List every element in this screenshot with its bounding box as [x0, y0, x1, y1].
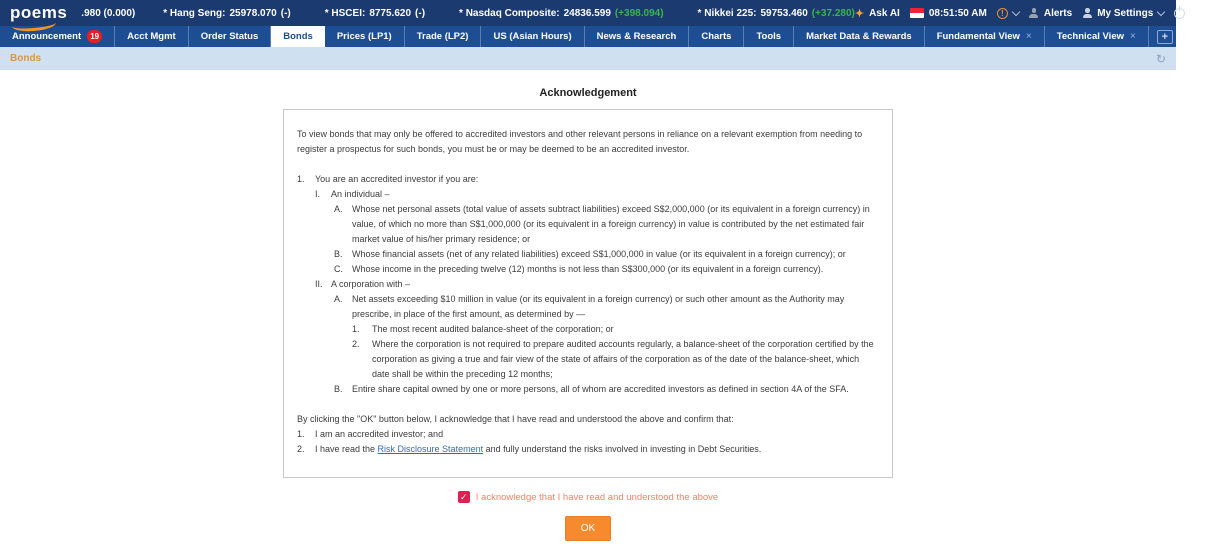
- intro-paragraph: To view bonds that may only be offered to accredited investors and other relevant persons in reliance on a relevant exemption from needing to register a prospectus for such bonds, you must be or may be deemed to be an accredited investor.: [297, 129, 863, 154]
- close-icon[interactable]: ×: [1025, 31, 1032, 42]
- alerts-button[interactable]: Alerts: [1029, 8, 1072, 19]
- ok-button[interactable]: OK: [565, 516, 611, 541]
- tab-announcement[interactable]: Announcement 19: [0, 26, 115, 47]
- index-hang-seng: * Hang Seng: 25978.070 (-): [163, 7, 291, 19]
- ticker-fragment: .980 (0.000): [81, 7, 136, 19]
- tab-fundamental-view[interactable]: Fundamental View ×: [925, 26, 1045, 47]
- alerts-person-icon: [1029, 8, 1039, 18]
- logout-button[interactable]: Logout: [1174, 8, 1224, 19]
- closing-paragraph: By clicking the "OK" button below, I acknowledge that I have read and understood the above and confirm that:: [297, 414, 734, 424]
- plus-icon: +: [1161, 30, 1169, 43]
- list-item: A. Net assets exceeding $10 million in value (or its equivalent in a foreign currency) or such other amount as the Authority may prescribe, in place of the first amount, as determined by —: [334, 294, 845, 319]
- acknowledge-label: I acknowledge that I have read and understood the above: [475, 491, 719, 503]
- breadcrumb: Bonds: [10, 53, 42, 64]
- sub-bar: [0, 47, 1176, 70]
- announcement-badge: 19: [87, 30, 102, 43]
- market-indices: [163, 8, 855, 19]
- refresh-icon[interactable]: ↻: [1155, 51, 1166, 66]
- acknowledge-checkbox[interactable]: [458, 491, 470, 503]
- check-icon: ✓: [460, 491, 468, 502]
- tab-market-data-rewards[interactable]: Market Data & Rewards: [794, 26, 925, 47]
- risk-disclosure-link[interactable]: Risk Disclosure Statement: [377, 444, 484, 454]
- acknowledge-row: [0, 491, 1176, 503]
- tab-bonds[interactable]: Bonds: [271, 26, 325, 47]
- index-nasdaq: * Nasdaq Composite: 24836.599 (+398.094): [459, 7, 664, 19]
- add-tab-button[interactable]: [1157, 30, 1173, 44]
- my-settings-menu[interactable]: My Settings: [1082, 8, 1164, 19]
- chevron-down-icon: [1012, 7, 1020, 15]
- main-nav: [0, 26, 1176, 47]
- list-item: I. An individual –: [315, 189, 390, 199]
- tab-order-status[interactable]: Order Status: [189, 26, 272, 47]
- ask-ai-button[interactable]: ✦ Ask AI: [854, 7, 900, 20]
- clock-time: 08:51:50 AM: [928, 7, 987, 19]
- poems-logo: [10, 1, 67, 25]
- poems-logo-text: poems: [10, 3, 68, 22]
- topbar-right-cluster: [855, 7, 1224, 20]
- info-icon: !: [997, 8, 1008, 19]
- index-hscei: * HSCEI: 8775.620 (-): [324, 7, 426, 19]
- tab-news-research[interactable]: News & Research: [585, 26, 690, 47]
- acknowledgement-box: [283, 109, 893, 478]
- info-dropdown[interactable]: [997, 8, 1019, 19]
- tab-us-asian-hours[interactable]: US (Asian Hours): [481, 26, 584, 47]
- confirm-item: 1. I am an accredited investor; and: [297, 429, 444, 439]
- list-item: II. A corporation with –: [315, 279, 411, 289]
- confirm-item: 2. I have read the Risk Disclosure Statement and fully understand the risks involved in investing in Debt Securities.: [297, 444, 762, 454]
- list-item: A. Whose net personal assets (total value of assets subtract liabilities) exceed S$2,000,000 (or its equivalent in a foreign currency) in value, of which no more than S$1,000,000 (or its equivalent in a foreign currency) in value is contributed by the net estimated fair market value of his/her primary residence; or: [334, 204, 870, 244]
- list-item: 2. Where the corporation is not required to prepare audited accounts regularly, a balance-sheet of the corporation certified by the corporation as giving a true and fair view of the state of affairs of the corporation as of the date of the balance-sheet, which date shall be within the preceding 12 months;: [352, 339, 874, 379]
- power-icon: [1174, 8, 1185, 19]
- tab-tools[interactable]: Tools: [744, 26, 794, 47]
- close-icon[interactable]: ×: [1130, 31, 1136, 42]
- chevron-down-icon: [1157, 7, 1165, 15]
- list-item: C. Whose income in the preceding twelve (12) months is not less than S$300,000 (or its equivalent in a foreign currency).: [334, 264, 824, 274]
- list-item: B. Entire share capital owned by one or more persons, all of whom are accredited investors as defined in section 4A of the SFA.: [334, 384, 849, 394]
- main-content: [0, 70, 1176, 541]
- tab-prices-lp1[interactable]: Prices (LP1): [325, 26, 405, 47]
- tab-technical-view[interactable]: Technical View ×: [1045, 26, 1149, 47]
- top-bar: [0, 0, 1224, 26]
- list-item: B. Whose financial assets (net of any related liabilities) exceed S$1,000,000 in value (or its equivalent in a foreign currency); or: [334, 249, 846, 259]
- index-nikkei: * Nikkei 225: 59753.460 (+37.280): [697, 7, 855, 19]
- sparkle-icon: ✦: [854, 7, 865, 20]
- list-item: 1. You are an accredited investor if you are:: [297, 174, 479, 184]
- clock: [910, 8, 987, 19]
- tab-charts[interactable]: Charts: [689, 26, 744, 47]
- list-item: 1. The most recent audited balance-sheet of the corporation; or: [352, 324, 614, 334]
- user-icon: [1082, 8, 1092, 18]
- singapore-flag-icon: [910, 8, 924, 18]
- page-title: Acknowledgement: [539, 87, 637, 99]
- tab-acct-mgmt[interactable]: Acct Mgmt: [115, 26, 189, 47]
- tab-trade-lp2[interactable]: Trade (LP2): [405, 26, 482, 47]
